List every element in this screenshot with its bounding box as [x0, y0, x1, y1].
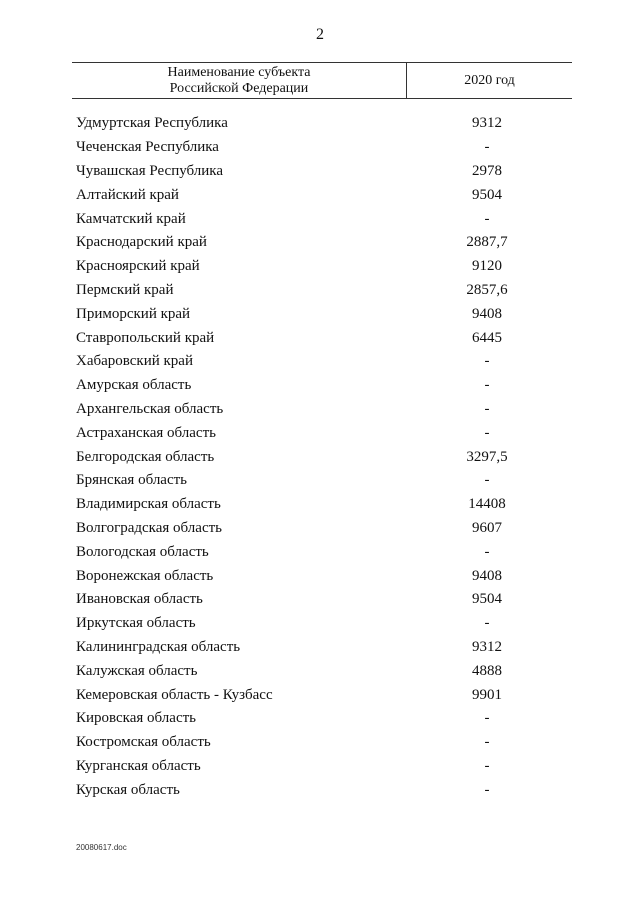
region-name: Калининградская область — [76, 638, 241, 655]
year-value: 9312 — [472, 638, 502, 655]
table-row — [76, 612, 576, 636]
year-value: - — [484, 757, 490, 774]
page-number: 2 — [316, 26, 324, 43]
region-name: Белгородская область — [76, 448, 215, 465]
region-name: Чувашская Республика — [76, 162, 224, 179]
table-row — [76, 326, 576, 350]
year-value: - — [484, 543, 490, 560]
year-value: 4888 — [472, 662, 502, 679]
table-row — [76, 540, 576, 564]
region-name: Костромская область — [76, 734, 211, 751]
table-row — [76, 279, 576, 303]
table-row — [76, 398, 576, 422]
table-row — [76, 160, 576, 184]
region-name: Алтайский край — [76, 186, 179, 203]
region-name: Краснодарский край — [76, 234, 207, 251]
year-value: 14408 — [468, 496, 506, 513]
region-name: Кировская область — [76, 710, 197, 727]
region-name: Амурская область — [76, 377, 192, 394]
region-name: Хабаровский край — [76, 353, 193, 370]
column-header-subject: Наименование субъекта Российской Федерации — [72, 63, 407, 98]
year-value: 9120 — [472, 258, 502, 275]
year-value: - — [484, 472, 490, 489]
table-row — [76, 588, 576, 612]
region-name: Ивановская область — [76, 591, 203, 608]
year-value: 6445 — [472, 329, 502, 346]
year-value: 9901 — [472, 686, 502, 703]
region-name: Курганская область — [76, 757, 201, 774]
table-header — [72, 62, 572, 99]
table-row — [76, 564, 576, 588]
year-value: 2978 — [472, 162, 502, 179]
region-name: Волгоградская область — [76, 519, 222, 536]
table-row — [76, 183, 576, 207]
year-value: 9408 — [472, 567, 502, 584]
table-row — [76, 302, 576, 326]
year-value: 9607 — [472, 519, 502, 536]
year-value: - — [484, 424, 490, 441]
table-row — [76, 421, 576, 445]
year-value: - — [484, 400, 490, 417]
table-row — [76, 778, 576, 802]
table-row — [76, 659, 576, 683]
region-name: Брянская область — [76, 472, 188, 489]
year-value: 9504 — [472, 186, 502, 203]
table-row — [76, 207, 576, 231]
table-row — [76, 112, 576, 136]
year-value: - — [484, 353, 490, 370]
year-value: 9504 — [472, 591, 502, 608]
year-value: 9408 — [472, 305, 502, 322]
region-name: Астраханская область — [76, 424, 216, 441]
region-name: Калужская область — [76, 662, 198, 679]
region-name: Приморский край — [76, 305, 191, 322]
region-name: Камчатский край — [76, 210, 186, 227]
column-header-year: 2020 год — [464, 72, 515, 88]
table-row — [76, 517, 576, 541]
table-row — [76, 231, 576, 255]
region-name: Ставропольский край — [76, 329, 215, 346]
region-name: Чеченская Республика — [76, 139, 219, 156]
table-row — [76, 374, 576, 398]
year-value: - — [484, 377, 490, 394]
year-value: - — [484, 615, 490, 632]
year-value: 2857,6 — [466, 281, 508, 298]
region-name: Красноярский край — [76, 258, 200, 275]
region-name: Архангельская область — [76, 400, 224, 417]
year-value: 9312 — [472, 115, 502, 132]
year-value: - — [484, 734, 490, 751]
year-value: - — [484, 210, 490, 227]
year-value: 2887,7 — [466, 234, 508, 251]
region-name: Пермский край — [76, 281, 174, 298]
region-name: Владимирская область — [76, 496, 221, 513]
table-row — [76, 350, 576, 374]
table-row — [76, 707, 576, 731]
table-row — [76, 445, 576, 469]
table-row — [76, 136, 576, 160]
table-row — [76, 636, 576, 660]
table-body — [76, 112, 576, 802]
region-name: Кемеровская область - Кузбасс — [76, 686, 273, 703]
year-value: 3297,5 — [466, 448, 508, 465]
table-row — [76, 255, 576, 279]
table-row — [76, 683, 576, 707]
table-row — [76, 493, 576, 517]
region-name: Вологодская область — [76, 543, 209, 560]
table-row — [76, 731, 576, 755]
footer-filename: 20080617.doc — [76, 843, 127, 852]
year-value: - — [484, 139, 490, 156]
region-name: Воронежская область — [76, 567, 214, 584]
region-name: Курская область — [76, 781, 180, 798]
region-name: Удмуртская Республика — [76, 115, 228, 132]
year-value: - — [484, 710, 490, 727]
table-row — [76, 755, 576, 779]
region-name: Иркутская область — [76, 615, 196, 632]
table-row — [76, 469, 576, 493]
year-value: - — [484, 781, 490, 798]
